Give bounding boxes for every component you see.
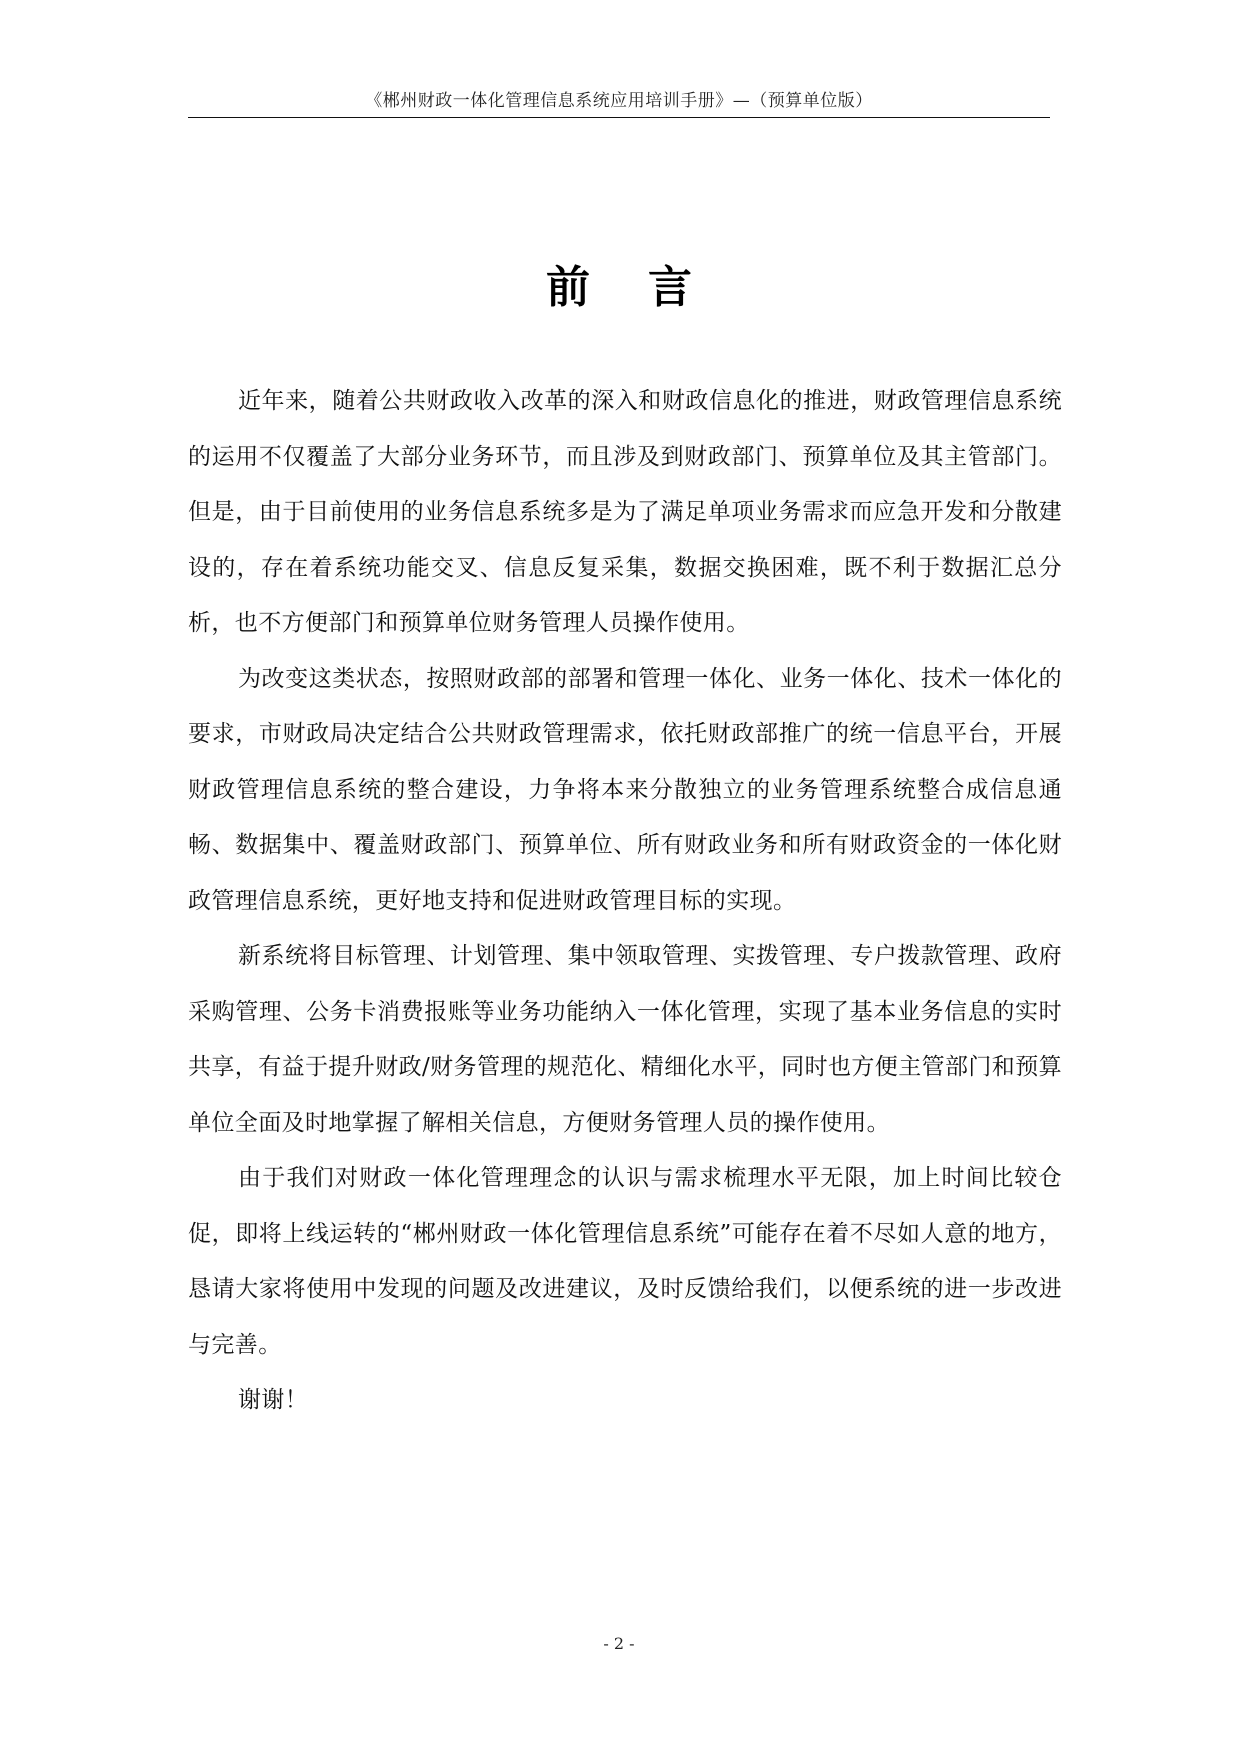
closing-thanks: 谢谢！ [238, 1387, 309, 1413]
header-divider [188, 117, 1050, 118]
paragraph-1: 近年来，随着公共财政收入改革的深入和财政信息化的推进，财政管理信息系统的运用不仅覆盖了大部分业务环节，而且涉及到财政部门、预算单位及其主管部门。但是，由于目前使用的业务信息系统多是为了满足单项业务需求而应急开发和分散建设的，存在着系统功能交叉、信息反复采集，数据交换困难，既不利于数据汇总分析，也不方便部门和预算单位财务管理人员操作使用。 [188, 388, 1062, 636]
page-title: 前言 [546, 262, 750, 313]
body-text [188, 374, 1062, 1429]
page-number: - 2 - [603, 1634, 635, 1653]
running-header: 《郴州财政一体化管理信息系统应用培训手册》—（预算单位版） [365, 91, 873, 111]
paragraph-3: 新系统将目标管理、计划管理、集中领取管理、实拨管理、专户拨款管理、政府采购管理、公务卡消费报账等业务功能纳入一体化管理，实现了基本业务信息的实时共享，有益于提升财政/财务管理的规范化、精细化水平，同时也方便主管部门和预算单位全面及时地掌握了解相关信息，方便财务管理人员的操作使用。 [188, 943, 1062, 1136]
paragraph-4: 由于我们对财政一体化管理理念的认识与需求梳理水平无限，加上时间比较仓促，即将上线运转的“郴州财政一体化管理信息系统”可能存在着不尽如人意的地方，恳请大家将使用中发现的问题及改进建议，及时反馈给我们，以便系统的进一步改进与完善。 [188, 1165, 1062, 1358]
paragraph-2: 为改变这类状态，按照财政部的部署和管理一体化、业务一体化、技术一体化的要求，市财政局决定结合公共财政管理需求，依托财政部推广的统一信息平台，开展财政管理信息系统的整合建设，力争将本来分散独立的业务管理系统整合成信息通畅、数据集中、覆盖财政部门、预算单位、所有财政业务和所有财政资金的一体化财政管理信息系统，更好地支持和促进财政管理目标的实现。 [188, 665, 1062, 914]
